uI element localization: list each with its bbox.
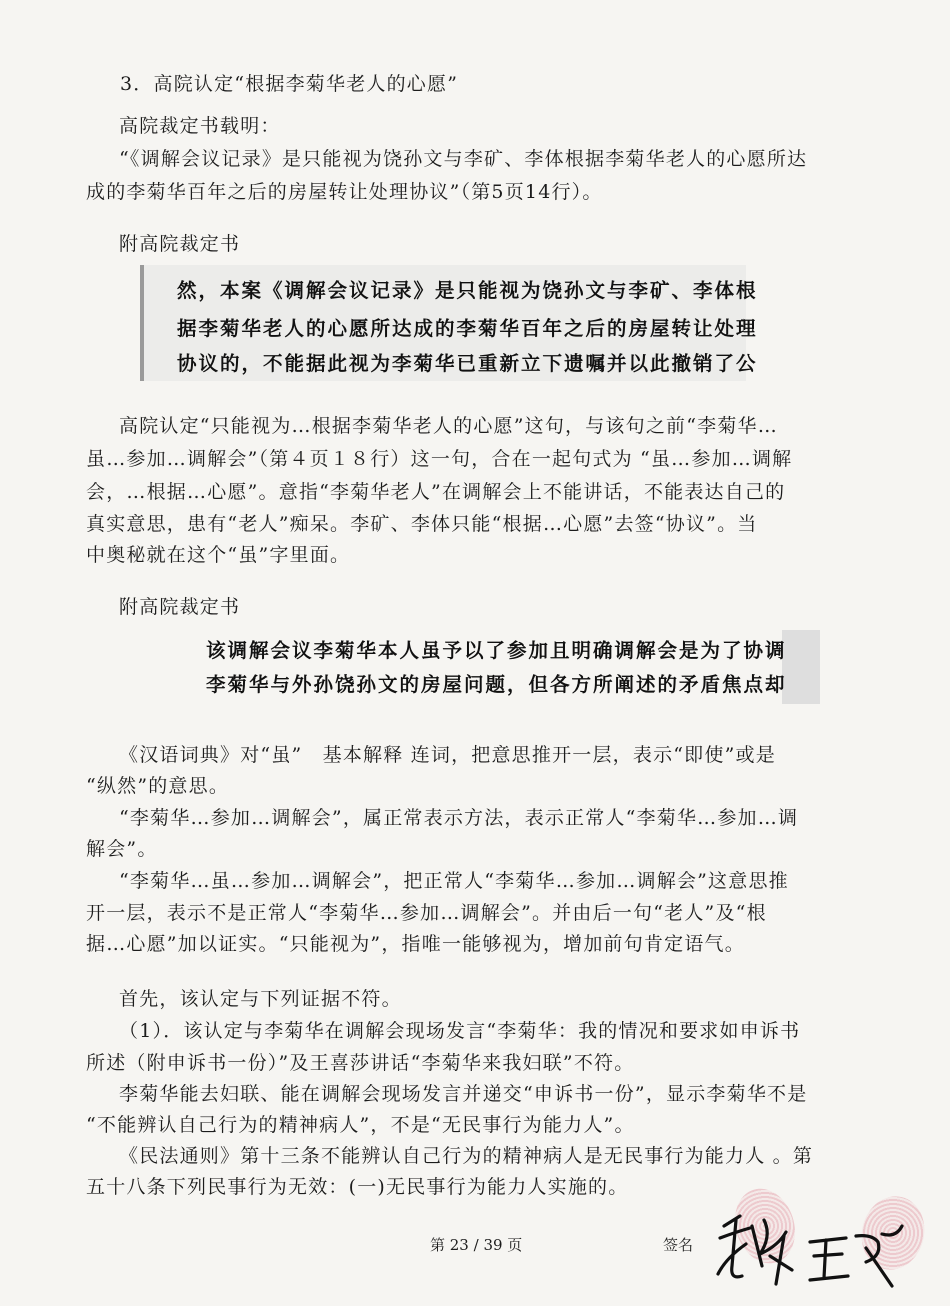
excerpt-edge — [782, 630, 820, 704]
paragraph-line: 《汉语词典》对“虽” 基本解释 连词，把意思推开一层，表示“即使”或是 — [119, 744, 776, 766]
paragraph-line: 据…心愿”加以证实。“只能视为”，指唯一能够视为，增加前句肯定语气。 — [86, 933, 745, 955]
paragraph-line: 真实意思，患有“老人”痴呆。李矿、李体只能“根据…心愿”去签“协议”。当 — [86, 513, 758, 535]
paragraph-line: 解会”。 — [86, 838, 158, 860]
paragraph-line: “不能辨认自己行为的精神病人”，不是“无民事行为能力人”。 — [86, 1114, 635, 1136]
paragraph-line: 高院裁定书载明： — [119, 115, 281, 137]
paragraph-line: “《调解会议记录》是只能视为饶孙文与李矿、李体根据李菊华老人的心愿所达 — [119, 148, 808, 170]
paragraph-line: 高院认定“只能视为…根据李菊华老人的心愿”这句，与该句之前“李菊华… — [119, 415, 778, 437]
attachment-label: 附高院裁定书 — [119, 233, 241, 255]
excerpt-line: 该调解会议李菊华本人虽予以了参加且明确调解会是为了协调 — [206, 639, 787, 662]
paragraph-line: 所述（附申诉书一份）”及王喜莎讲话“李菊华来我妇联”不符。 — [86, 1052, 635, 1074]
paragraph-line: 虽…参加…调解会”（第４页１８行）这一句，合在一起句式为 “虽…参加…调解 — [86, 448, 793, 470]
paragraph-line: 五十八条下列民事行为无效：(一)无民事行为能力人实施的。 — [86, 1176, 629, 1198]
paragraph-line: “李菊华…参加…调解会”，属正常表示方法，表示正常人“李菊华…参加…调 — [119, 807, 799, 829]
excerpt-line: 据李菊华老人的心愿所达成的李菊华百年之后的房屋转让处理 — [177, 317, 758, 340]
page-number: 第 23 / 39 页 — [430, 1236, 523, 1254]
excerpt-line: 李菊华与外孙饶孙文的房屋问题，但各方所阐述的矛盾焦点却 — [206, 673, 787, 696]
paragraph-line: 首先，该认定与下列证据不符。 — [119, 988, 402, 1010]
signature-label: 签名 — [663, 1236, 694, 1254]
paragraph-line: “纵然”的意思。 — [86, 775, 230, 797]
paragraph-line: 开一层，表示不是正常人“李菊华…参加…调解会”。并由后一句“老人”及“根 — [86, 902, 767, 924]
excerpt-line: 然，本案《调解会议记录》是只能视为饶孙文与李矿、李体根 — [177, 279, 758, 302]
paragraph-line: 《民法通则》第十三条不能辨认自己行为的精神病人是无民事行为能力人 。第 — [119, 1145, 814, 1167]
excerpt-line: 协议的，不能据此视为李菊华已重新立下遗嘱并以此撤销了公 — [177, 352, 758, 375]
paragraph-line: 李菊华能去妇联、能在调解会现场发言并递交“申诉书一份”，显示李菊华不是 — [119, 1083, 808, 1105]
court-ruling-excerpt-2 — [190, 630, 820, 704]
excerpt-edge — [140, 265, 144, 381]
paragraph-line: 会，…根据…心愿”。意指“李菊华老人”在调解会上不能讲话，不能表达自己的 — [86, 481, 786, 503]
attachment-label: 附高院裁定书 — [119, 596, 241, 618]
handwritten-signature — [706, 1196, 906, 1296]
paragraph-line: （1）．该认定与李菊华在调解会现场发言“李菊华：我的情况和要求如申诉书 — [119, 1020, 801, 1042]
paragraph-line: 中奥秘就在这个“虽”字里面。 — [86, 544, 351, 566]
paragraph-line: 成的李菊华百年之后的房屋转让处理协议”（第5页14行）。 — [86, 181, 603, 203]
section-heading: 3．高院认定“根据李菊华老人的心愿” — [120, 73, 459, 95]
paragraph-line: “李菊华…虽…参加…调解会”，把正常人“李菊华…参加…调解会”这意思推 — [119, 870, 789, 892]
court-ruling-excerpt-1 — [140, 265, 758, 381]
